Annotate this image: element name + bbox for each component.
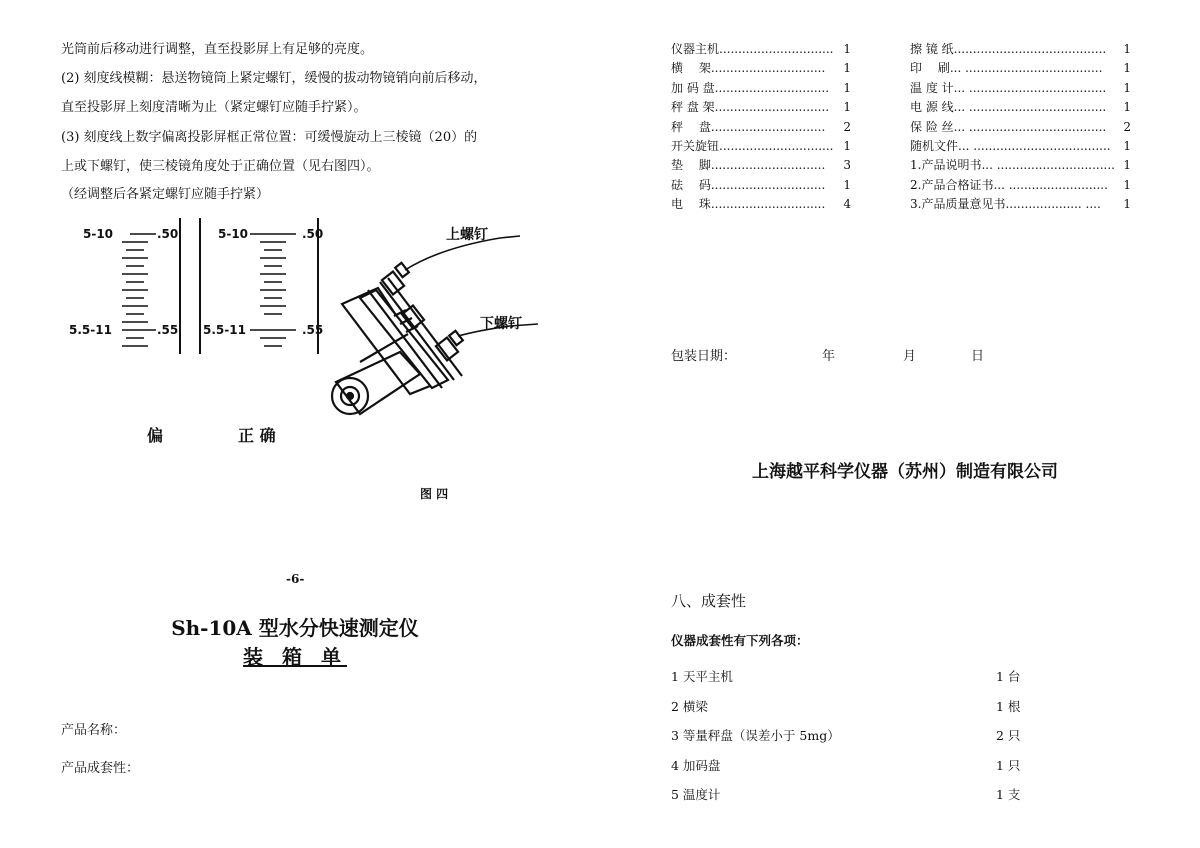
product-name-label: 产品名称： (61, 723, 127, 738)
packing-item: 秤 盘 .............................. 2 (671, 119, 851, 134)
paragraph-line: 直至投影屏上刻度清晰为止（紧定螺钉应随手拧紧）。 (61, 100, 367, 115)
packing-item: 电 源 线 ... .................................... 1 (910, 100, 1131, 115)
day-label: 日 (971, 349, 985, 364)
month-label: 月 (903, 349, 917, 364)
packing-item: 随机文件 ... .................................... 1 (910, 139, 1131, 154)
company-name: 上海越平科学仪器（苏州）制造有限公司 (752, 462, 1058, 482)
set-item: 1 天平主机 1 台 (671, 669, 1021, 684)
page-number: -6- (286, 572, 305, 586)
scale-label: 5.5-11 (69, 323, 112, 337)
document-title: Sh-10A 型水分快速测定仪 (171, 616, 419, 640)
scale-label: 5-10 (218, 227, 249, 241)
packing-item: 加 码 盘 .............................. 1 (671, 80, 851, 95)
packing-item: 印 刷 ... .................................... 1 (910, 61, 1131, 76)
packing-item: 电 珠 .............................. 4 (671, 197, 851, 212)
packing-item: 温 度 计 ... .................................... 1 (910, 80, 1131, 95)
year-label: 年 (822, 349, 836, 364)
packing-item: 秤 盘 架 .............................. 1 (671, 100, 851, 115)
upper-screw-label: 上螺钉 (446, 227, 488, 243)
packing-item: 横 架 .............................. 1 (671, 61, 851, 76)
packing-item: 砝 码 .............................. 1 (671, 177, 851, 192)
packing-item: 2.产品合格证书 ... .......................... 1 (910, 177, 1131, 192)
paragraph-line: (2) 刻度线模糊：悬送物镜筒上紧定螺钉，缓慢的拔动物镜销向前后移动， (61, 71, 487, 86)
paragraph-line: (3) 刻度线上数字偏离投影屏框正常位置：可缓慢旋动上三棱镜（20）的 (61, 130, 478, 145)
scale-label: .50 (157, 227, 179, 241)
packing-item: 开关旋钮 .............................. 1 (671, 139, 851, 154)
correct-label: 正 确 (238, 426, 276, 445)
set-item: 2 横梁 1 根 (671, 698, 1021, 714)
set-list (671, 662, 1061, 810)
lower-screw-label: 下螺钉 (480, 316, 522, 332)
paragraph-line: （经调整后各紧定螺钉应随手拧紧） (61, 187, 270, 202)
section-intro: 仪器成套性有下列各项： (671, 633, 809, 648)
packing-date-label: 包装日期： (671, 349, 737, 364)
section-heading: 八、成套性 (671, 592, 747, 610)
packing-item: 擦 镜 纸 ........................................ 1 (910, 42, 1131, 56)
packing-item: 保 险 丝 ... .................................... 2 (910, 119, 1131, 134)
scale-label: .50 (302, 227, 324, 241)
document-subtitle: 装 箱 单 (243, 645, 347, 669)
packing-item: 仪器主机 .............................. 1 (671, 42, 851, 56)
figure-caption: 图 四 (420, 487, 449, 501)
packing-list-right (910, 40, 1131, 215)
offset-label: 偏 (147, 426, 164, 445)
packing-list-left (671, 40, 851, 215)
paragraph-line: 上或下螺钉，使三棱镜角度处于正确位置（见右图四）。 (61, 159, 380, 174)
packing-item: 3.产品质量意见书 .................... .... 1 (910, 197, 1131, 212)
scale-label: 5-10 (83, 227, 114, 241)
packing-item: 垫 脚 .............................. 3 (671, 158, 851, 173)
scale-label: 5.5-11 (203, 323, 246, 337)
scale-label: .55 (157, 323, 179, 337)
set-item: 3 等量秤盘（误差小于 5mg） 2 只 (671, 728, 1021, 743)
packing-item: 1.产品说明书 ... ............................... 1 (910, 158, 1131, 173)
paragraph-line: 光筒前后移动进行调整，直至投影屏上有足够的亮度。 (61, 42, 374, 57)
scale-label: .55 (302, 323, 324, 337)
set-item: 5 温度计 1 支 (671, 787, 1021, 802)
set-item: 4 加码盘 1 只 (671, 757, 1021, 773)
product-set-label: 产品成套性： (61, 761, 140, 776)
